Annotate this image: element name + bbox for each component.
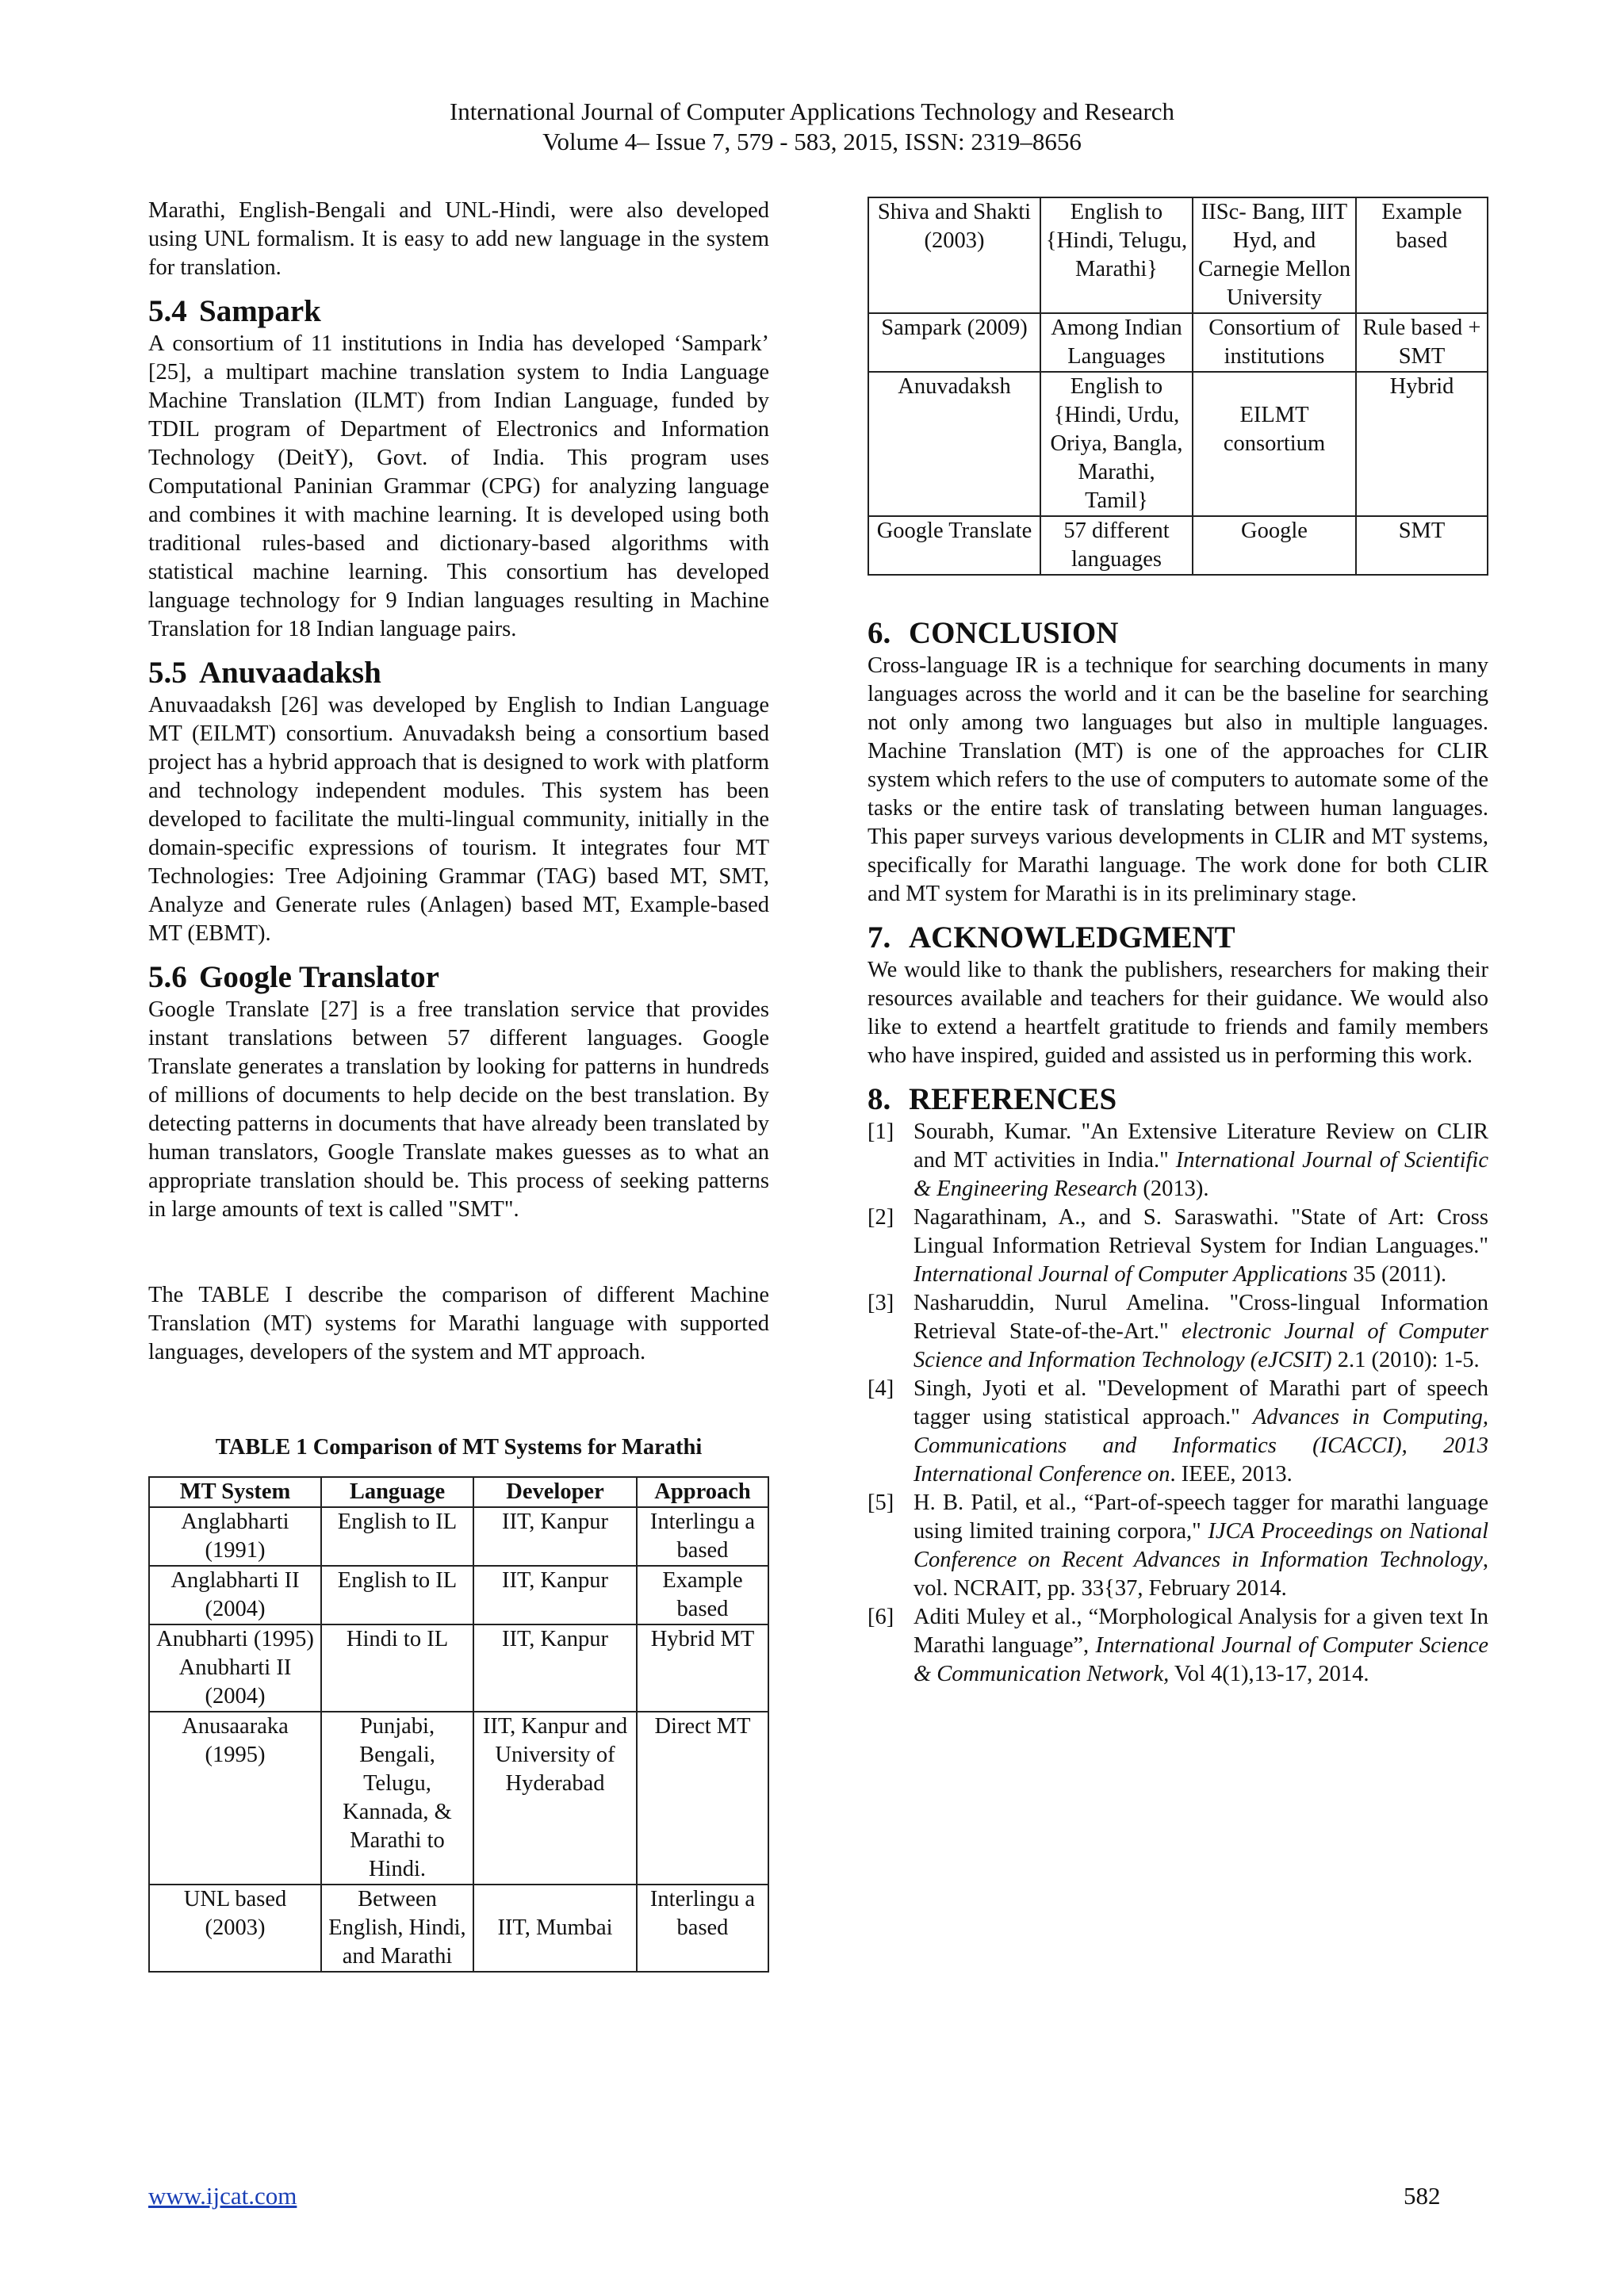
- table-cell: IIT, Kanpur: [473, 1566, 637, 1624]
- section-number: 5.6: [148, 960, 187, 994]
- comparison-table-part2: [868, 197, 1488, 576]
- table-cell: SMT: [1356, 516, 1488, 575]
- table-row: [149, 1624, 768, 1712]
- section-number: 7.: [868, 920, 891, 955]
- section-heading: [148, 293, 769, 330]
- table-header-cell: Developer: [473, 1477, 637, 1507]
- footer-website-link[interactable]: www.ijcat.com: [148, 2182, 297, 2210]
- table-intro-paragraph: The TABLE I describe the comparison of different Machine Translation (MT) systems for Marathi language with supported languages, developers of the system and MT approach.: [148, 1283, 769, 1364]
- section-number: 6.: [868, 616, 891, 650]
- journal-volume: Volume 4– Issue 7, 579 - 583, 2015, ISSN: 2319–8656: [542, 128, 1082, 155]
- table-cell: Shiva and Shakti (2003): [868, 197, 1040, 313]
- table-cell: Anusaaraka (1995): [149, 1712, 321, 1885]
- page-number: 582: [1404, 2182, 1441, 2210]
- reference-text: Nasharuddin, Nurul Amelina. "Cross-lingual Information Retrieval State-of-the-Art." electronic Journal of Computer Science and Information Technology (eJCSIT) 2.1 (2010): 1-5.: [914, 1291, 1488, 1372]
- section-title: Google Translator: [199, 960, 439, 994]
- table-cell: English to IL: [321, 1566, 473, 1624]
- reference-text: Aditi Muley et al., “Morphological Analysis for a given text In Marathi language”, International Journal of Computer Science & Communication Network, Vol 4(1),13-17, 2014.: [914, 1605, 1489, 1686]
- section-title: CONCLUSION: [909, 616, 1119, 650]
- table-cell: IIT, Mumbai: [473, 1885, 637, 1972]
- table-row: [149, 1507, 768, 1566]
- table-caption: TABLE 1 Comparison of MT Systems for Marathi: [215, 1435, 703, 1460]
- table-cell: Google: [1193, 516, 1356, 575]
- reference-item: [868, 1203, 1488, 1289]
- left-column: [148, 197, 769, 1973]
- section-body: Cross-language IR is a technique for searching documents in many languages across the world and it can be the baseline for searching not only among two languages but also in multiple languages. Machine Translation (MT) is one of the approaches for CLIR system which refers to the use of computers to automate some of the tasks or the entire task of translating between human languages. This paper surveys various developments in CLIR and MT systems, specifically for Marathi language. The work done for both CLIR and MT system for Marathi is in its preliminary stage.: [868, 653, 1488, 906]
- section-number: 5.4: [148, 294, 187, 328]
- table-cell: Among Indian Languages: [1040, 313, 1193, 372]
- table-cell: Interlingu a based: [637, 1507, 768, 1566]
- reference-list: [868, 1118, 1488, 1689]
- section-heading: [148, 959, 769, 996]
- section-heading: [148, 655, 769, 691]
- table-cell: UNL based (2003): [149, 1885, 321, 1972]
- comparison-table-part1: [148, 1476, 769, 1973]
- section-title: Sampark: [199, 294, 321, 328]
- reference-text: Nagarathinam, A., and S. Saraswathi. "State of Art: Cross Lingual Information Retrieval System for Indian Languages." International Journal of Computer Applications 35 (2011).: [914, 1205, 1488, 1287]
- table-cell: EILMT consortium: [1193, 372, 1356, 516]
- table-cell: IISc- Bang, IIIT Hyd, and Carnegie Mellon University: [1193, 197, 1356, 313]
- table-header-cell: Language: [321, 1477, 473, 1507]
- table-cell: Direct MT: [637, 1712, 768, 1885]
- section-body: A consortium of 11 institutions in India has developed ‘Sampark’ [25], a multipart machine translation system to India Language Machine Translation (ILMT) from Indian Language, funded by TDIL program of Department of Electronics and Information Technology (DeitY), Govt. of India. This program uses Computational Paninian Grammar (CPG) for analyzing language and combines it with machine learning. It is developed using both traditional rules-based and dictionary-based algorithms with statistical machine learning. This consortium has developed language technology for 9 Indian languages resulting in Machine Translation for 18 Indian language pairs.: [148, 331, 769, 641]
- table-cell: Consortium of institutions: [1193, 313, 1356, 372]
- section-heading: [868, 1081, 1488, 1118]
- intro-paragraph: Marathi, English-Bengali and UNL-Hindi, were also developed using UNL formalism. It is easy to add new language in the system for translation.: [148, 198, 769, 280]
- table-cell: IIT, Kanpur and University of Hyderabad: [473, 1712, 637, 1885]
- table-cell: IIT, Kanpur: [473, 1624, 637, 1712]
- table-cell: English to IL: [321, 1507, 473, 1566]
- reference-number: [6]: [868, 1605, 894, 1629]
- table-cell: Anglabharti (1991): [149, 1507, 321, 1566]
- section-body: Anuvaadaksh [26] was developed by English to Indian Language MT (EILMT) consortium. Anuvadaksh being a consortium based project has a hybrid approach that is designed to work with platform and technology independent modules. This system has been developed to facilitate the multi-lingual community, initially in the domain-specific expressions of tourism. It integrates four MT Technologies: Tree Adjoining Grammar (TAG) based MT, SMT, Analyze and Generate rules (Anlagen) based MT, Example-based MT (EBMT).: [148, 693, 769, 946]
- reference-item: [868, 1489, 1488, 1603]
- table-row: [868, 516, 1488, 575]
- reference-item: [868, 1375, 1488, 1489]
- table-cell: Hindi to IL: [321, 1624, 473, 1712]
- table-row: [149, 1566, 768, 1624]
- table-row: [868, 197, 1488, 313]
- reference-item: [868, 1118, 1488, 1203]
- table-row: [149, 1712, 768, 1885]
- reference-number: [1]: [868, 1119, 894, 1144]
- reference-text: Singh, Jyoti et al. "Development of Marathi part of speech tagger using statistical approach." Advances in Computing, Communications and Informatics (ICACCI), 2013 International Conference on. IEEE, 2013.: [914, 1376, 1489, 1487]
- reference-item: [868, 1603, 1488, 1689]
- reference-number: [5]: [868, 1490, 894, 1515]
- table-cell: Interlingu a based: [637, 1885, 768, 1972]
- table-cell: English to {Hindi, Telugu, Marathi}: [1040, 197, 1193, 313]
- section-number: 5.5: [148, 656, 187, 690]
- reference-number: [4]: [868, 1376, 894, 1401]
- table-row: [149, 1885, 768, 1972]
- section-body: We would like to thank the publishers, researchers for making their resources available and teachers for their guidance. We would also like to extend a heartfelt gratitude to friends and family members who have inspired, guided and assisted us in performing this work.: [868, 958, 1488, 1068]
- table-cell: 57 different languages: [1040, 516, 1193, 575]
- table-cell: Sampark (2009): [868, 313, 1040, 372]
- table-cell: IIT, Kanpur: [473, 1507, 637, 1566]
- journal-header: [0, 97, 1624, 157]
- section-heading: [868, 615, 1488, 652]
- reference-item: [868, 1289, 1488, 1375]
- section-heading: [868, 920, 1488, 956]
- section-body: Google Translate [27] is a free translation service that provides instant translations between 57 different languages. Google Translate generates a translation by looking for patterns in hundreds of millions of documents to help decide on the best translation. By detecting patterns in documents that have already been translated by human translators, Google Translate makes guesses as to what an appropriate translation should be. This process of seeking patterns in large amounts of text is called "SMT".: [148, 997, 769, 1222]
- table-cell: Between English, Hindi, and Marathi: [321, 1885, 473, 1972]
- reference-text: Sourabh, Kumar. "An Extensive Literature Review on CLIR and MT activities in India." International Journal of Scientific & Engineering Research (2013).: [914, 1119, 1488, 1201]
- section-number: 8.: [868, 1082, 891, 1116]
- reference-number: [2]: [868, 1205, 894, 1230]
- table-cell: Example based: [637, 1566, 768, 1624]
- table-cell: Hybrid MT: [637, 1624, 768, 1712]
- table-row: [868, 372, 1488, 516]
- table-cell: Punjabi, Bengali, Telugu, Kannada, & Marathi to Hindi.: [321, 1712, 473, 1885]
- table-cell: Example based: [1356, 197, 1488, 313]
- section-title: ACKNOWLEDGMENT: [909, 920, 1235, 955]
- table-cell: Anuvadaksh: [868, 372, 1040, 516]
- right-column: [868, 197, 1488, 1689]
- table-cell: Google Translate: [868, 516, 1040, 575]
- table-row: [868, 313, 1488, 372]
- table-cell: Hybrid: [1356, 372, 1488, 516]
- table-header-row: [149, 1477, 768, 1507]
- table-cell: Rule based + SMT: [1356, 313, 1488, 372]
- journal-title: International Journal of Computer Applications Technology and Research: [449, 98, 1175, 125]
- section-title: Anuvaadaksh: [199, 656, 381, 690]
- table-header-cell: MT System: [149, 1477, 321, 1507]
- reference-number: [3]: [868, 1291, 894, 1315]
- reference-text: H. B. Patil, et al., “Part-of-speech tagger for marathi language using limited training corpora," IJCA Proceedings on National Conference on Recent Advances in Information Technology, vol. NCRAIT, pp. 33{37, February 2014.: [914, 1490, 1488, 1601]
- table-cell: Anubharti (1995) Anubharti II (2004): [149, 1624, 321, 1712]
- table-cell: Anglabharti II (2004): [149, 1566, 321, 1624]
- table-header-cell: Approach: [637, 1477, 768, 1507]
- section-title: REFERENCES: [909, 1082, 1117, 1116]
- table-cell: English to {Hindi, Urdu, Oriya, Bangla, Marathi, Tamil}: [1040, 372, 1193, 516]
